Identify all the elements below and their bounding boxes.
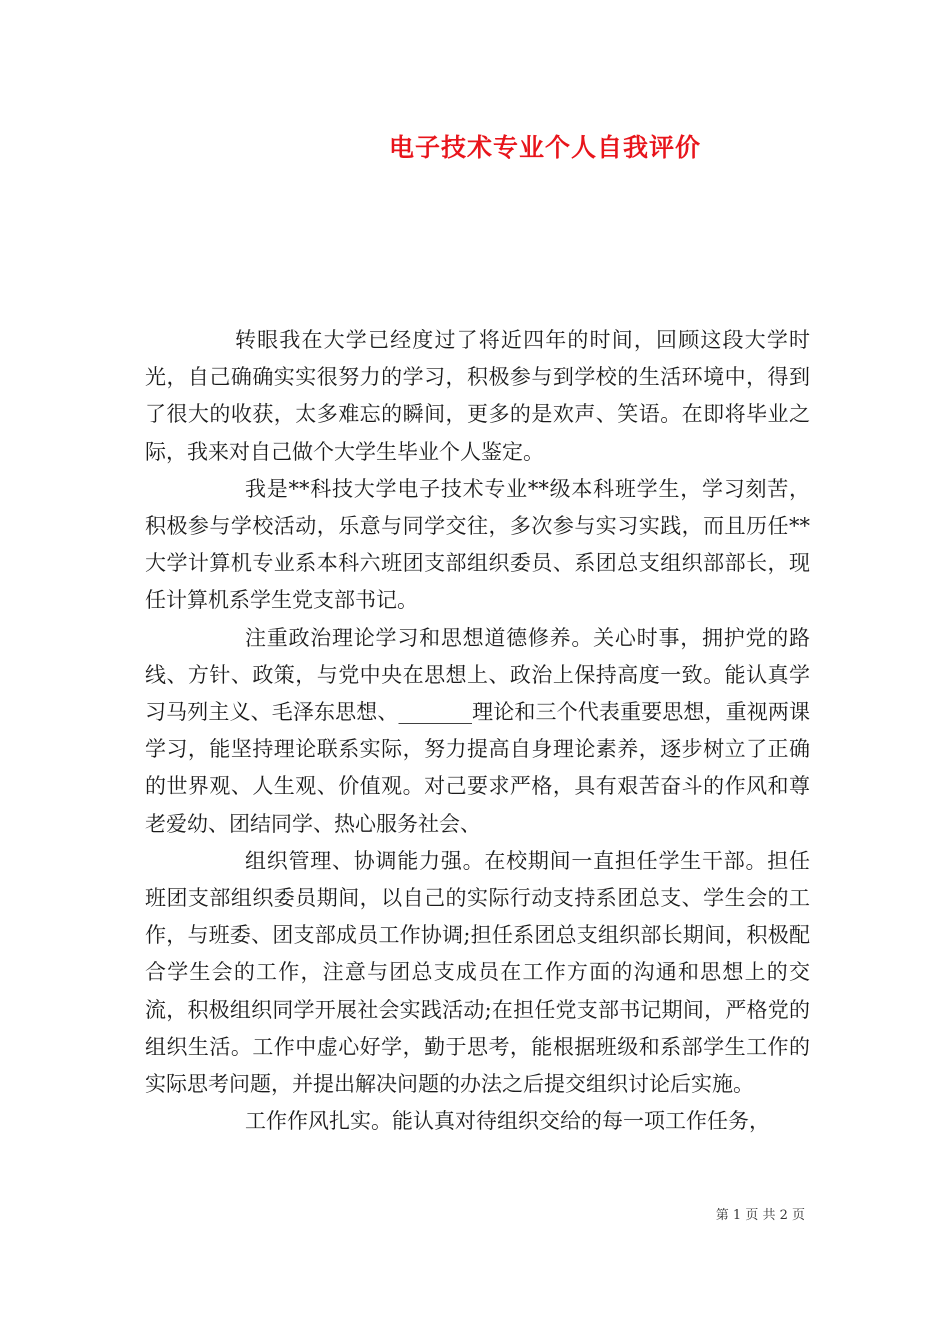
document-body bbox=[145, 322, 810, 1140]
paragraph-3: 注重政治理论学习和思想道德修养。关心时事，拥护党的路线、方针、政策，与党中央在思想上、政治上保持高度一致。能认真学习马列主义、毛泽东思想、_______理论和三个代表重要思想，重视两课学习，能坚持理论联系实际，努力提高自身理论素养，逐步树立了正确的世界观、人生观、价值观。对己要求严格，具有艰苦奋斗的作风和尊老爱幼、团结同学、热心服务社会、 bbox=[145, 625, 810, 836]
page-number-footer: 第 1 页 共 2 页 bbox=[715, 1208, 805, 1223]
paragraph-4: 组织管理、协调能力强。在校期间一直担任学生干部。担任班团支部组织委员期间，以自己的实际行动支持系团总支、学生会的工作，与班委、团支部成员工作协调;担任系团总支组织部长期间，积极配合学生会的工作，注意与团总支成员在工作方面的沟通和思想上的交流，积极组织同学开展社会实践活动;在担任党支部书记期间，严格党的组织生活。工作中虚心好学，勤于思考，能根据班级和系部学生工作的实际思考问题，并提出解决问题的办法之后提交组织讨论后实施。 bbox=[145, 848, 810, 1097]
document-title: 电子技术专业个人自我评价 bbox=[388, 133, 701, 162]
paragraph-2: 我是**科技大学电子技术专业**级本科班学生，学习刻苦，积极参与学校活动，乐意与同学交往，多次参与实习实践，而且历任**大学计算机专业系本科六班团支部组织委员、系团总支组织部部长，现任计算机系学生党支部书记。 bbox=[145, 476, 810, 613]
paragraph-1: 转眼我在大学已经度过了将近四年的时间，回顾这段大学时光，自己确确实实很努力的学习，积极参与到学校的生活环境中，得到了很大的收获，太多难忘的瞬间，更多的是欢声、笑语。在即将毕业之际，我来对自己做个大学生毕业个人鉴定。 bbox=[145, 328, 810, 464]
paragraph-5: 工作作风扎实。能认真对待组织交给的每一项工作任务， bbox=[245, 1109, 770, 1134]
